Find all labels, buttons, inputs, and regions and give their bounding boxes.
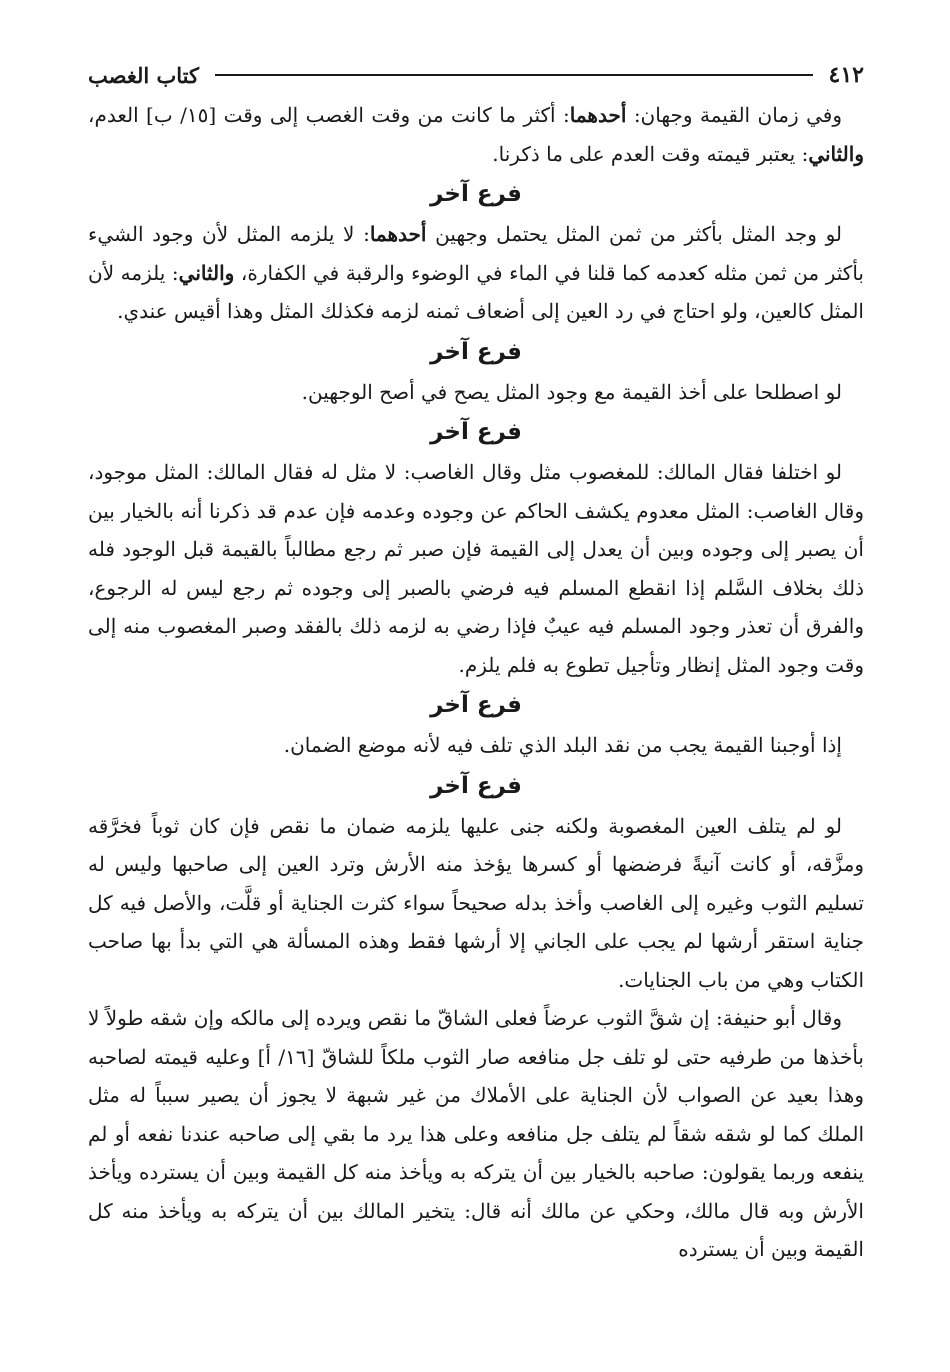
body-paragraph — [88, 726, 864, 765]
body-paragraph — [88, 373, 864, 412]
book-page — [88, 58, 864, 1269]
text-run: وفي زمان القيمة وجهان: — [626, 103, 842, 127]
body-paragraph — [88, 453, 864, 684]
text-run: : أكثر ما كانت من وقت الغصب إلى وقت [١٥/ ب] العدم، — [88, 103, 570, 127]
text-run: : يعتبر قيمته وقت العدم على ما ذكرنا. — [492, 141, 809, 166]
text-run: وقال أبو حنيفة: إن شقَّ الثوب عرضاً فعلى الشاقّ ما نقص ويرده إلى مالكه وإن شقه طولاً لا بأخذها من طرفيه حتى لو تلف جل منافعه صار الثوب ملكاً للشاقّ [١٦/ أ] وعليه قيمته لصاحبه وهذا بعيد عن الصواب لأن الجناية على الأملاك من غير شبهة لا يجوز أن يصير سبباً له مثل الملك كما لو شقه شقاً لم يتلف جل منافعه وعلى هذا يرد ما بقي إلى صاحبه عندنا نفعه أو لم ينفعه وربما يقولون: صاحبه بالخيار بين أن يتركه به ويأخذ منه كل القيمة وبين أن يسترده ويأخذ الأرش وبه قال مالك، وحكي عن مالك أنه قال: يتخير المالك بين أن يتركه به ويأخذ منه كل القيمة وبين أن يسترده — [88, 1006, 864, 1261]
bold-term: أحدهما — [369, 222, 427, 246]
text-run: لو لم يتلف العين المغصوبة ولكنه جنى عليها يلزمه ضمان ما نقص فإن كان ثوباً فخرَّقه ومزَّقه، أو كانت آنيةً فرضضها أو كسرها يؤخذ منه الأرش وترد العين إلى صاحبها وليس له تسليم الثوب وغيره إلى الغاصب وأخذ بدله صحيحاً سواء كثرت الجناية أو قلَّت، والأصل فيه كل جناية استقر أرشها لم يجب على الجاني إلا أرشها فقط وهذه المسألة هي التي بدأ بها صاحب الكتاب وهي من باب الجنايات. — [88, 813, 865, 992]
text-run: لو وجد المثل بأكثر من ثمن المثل يحتمل وجهين — [426, 222, 843, 246]
section-heading: فرع آخر — [430, 181, 522, 207]
body-paragraph — [88, 807, 864, 1000]
text-run: : يلزمه لأن المثل كالعين، ولو احتاج في رد العين إلى أضعاف ثمنه لزمه فكذلك المثل وهذا أقيس عندي. — [88, 260, 864, 323]
page-number: ٤١٢ — [828, 62, 864, 88]
page-body — [88, 96, 864, 1269]
text-run: لو اختلفا فقال المالك: للمغصوب مثل وقال الغاصب: لا مثل له فقال المالك: المثل موجود، وقال الغاصب: المثل معدوم يكشف الحاكم عن وجوده وعدمه فإن عدم قد ذكرنا أنه بالخيار بين أن يصبر إلى وجوده وبين أن يعدل إلى القيمة فإن صبر ثم رجع مطالباً بالقيمة قبل الوجود فله ذلك بخلاف السَّلم إذا انقطع المسلم فيه فرضي بالصبر إلى وجوده ثم رجع ليس له الرجوع، والفرق أن تعذر وجود المسلم فيه عيبٌ فإذا رضي به لزمه ذلك بالفقد وصبر المغصوب منه إلى وقت وجود المثل إنظار وتأجيل تطوع به فلم يلزم. — [88, 460, 864, 677]
text-run: إذا أوجبنا القيمة يجب من نقد البلد الذي تلف فيه لأنه موضع الضمان. — [283, 733, 842, 757]
text-run: : لا يلزمه المثل لأن وجود الشيء بأكثر من ثمن مثله كعدمه كما قلنا في الماء في الوضوء والرقبة في الكفارة، — [88, 222, 864, 285]
section-heading: فرع آخر — [430, 338, 522, 365]
section-heading: فرع آخر — [430, 772, 522, 799]
body-paragraph — [88, 999, 864, 1269]
header-rule — [215, 74, 813, 76]
bold-term: والثاني — [178, 260, 235, 285]
section-heading: فرع آخر — [430, 419, 522, 445]
bold-term: والثاني — [808, 141, 864, 166]
book-title: كتاب الغصب — [88, 62, 200, 88]
section-heading: فرع آخر — [430, 692, 522, 718]
body-paragraph — [88, 215, 864, 331]
bold-term: أحدهما — [569, 103, 627, 127]
body-paragraph — [88, 96, 864, 173]
text-run: لو اصطلحا على أخذ القيمة مع وجود المثل يصح في أصح الوجهين. — [301, 379, 842, 404]
running-header — [88, 58, 864, 92]
